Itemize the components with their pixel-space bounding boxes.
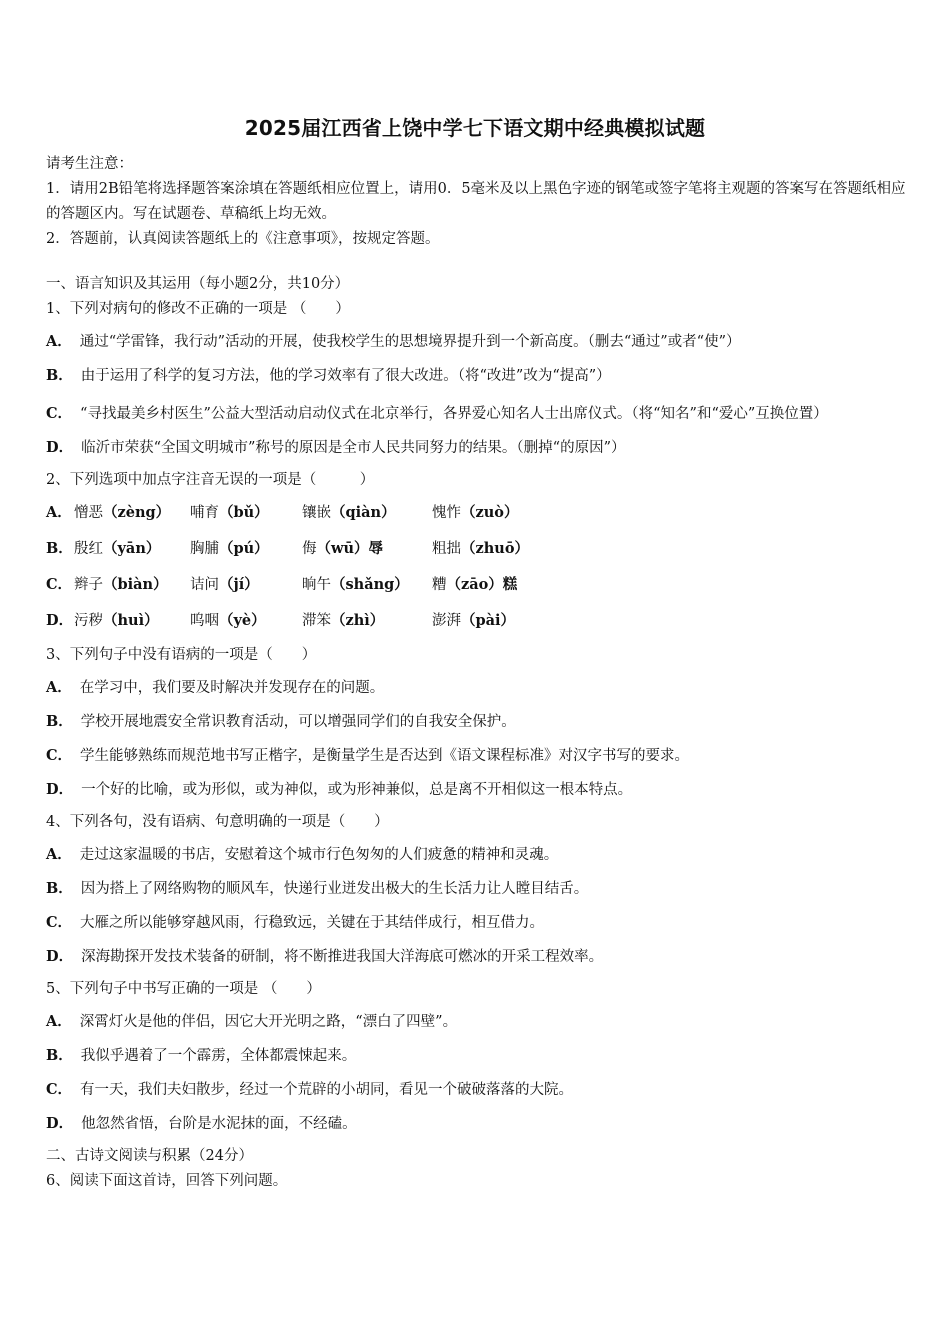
option-letter: C． bbox=[46, 405, 73, 422]
section-heading: 二、古诗文阅读与积累（24分） bbox=[46, 1148, 253, 1164]
pinyin-item: 晌午（shǎng） bbox=[302, 576, 409, 593]
pinyin-item: 辫子（biàn） bbox=[74, 576, 168, 593]
option-letter: A． bbox=[46, 846, 72, 863]
option-letter: A． bbox=[46, 504, 72, 521]
option-letter: C． bbox=[46, 576, 73, 593]
option-text: 他忽然省悟，台阶是水泥抹的面，不经磕。 bbox=[81, 1116, 357, 1132]
option-letter: A． bbox=[46, 333, 72, 350]
pinyin-item: 滞笨（zhì） bbox=[302, 612, 385, 629]
option-d bbox=[46, 1110, 906, 1138]
option-text: 学校开展地震安全常识教育活动，可以增强同学们的自我安全保护。 bbox=[80, 714, 516, 730]
question-1 bbox=[46, 297, 906, 462]
option-letter: D． bbox=[46, 612, 74, 629]
question-stem: 6、阅读下面这首诗，回答下列问题。 bbox=[46, 1173, 288, 1189]
pinyin-item: 镶嵌（qiàn） bbox=[302, 504, 396, 521]
option-letter: D． bbox=[46, 948, 74, 965]
question-stem: 4、下列各句，没有语病、句意明确的一项是（ ） bbox=[46, 814, 389, 830]
question-3 bbox=[46, 643, 906, 804]
option-letter: C． bbox=[46, 914, 73, 931]
question-stem: 1、下列对病句的修改不正确的一项是 （ ） bbox=[46, 301, 350, 317]
question-4 bbox=[46, 810, 906, 971]
option-b bbox=[46, 1042, 906, 1070]
option-d bbox=[46, 607, 906, 635]
option-d bbox=[46, 434, 906, 462]
option-b bbox=[46, 875, 906, 903]
option-d bbox=[46, 776, 906, 804]
pinyin-item: 哺育（bǔ） bbox=[190, 504, 269, 521]
option-text: 由于运用了科学的复习方法，他的学习效率有了很大改进。（将“改进”改为“提高”） bbox=[80, 368, 611, 384]
pinyin-item: 憎恶（zèng） bbox=[74, 504, 171, 521]
pinyin-item: 糟（zāo）糕 bbox=[432, 576, 518, 593]
option-text: 深海勘探开发技术装备的研制，将不断推进我国大洋海底可燃冰的开采工程效率。 bbox=[81, 949, 604, 965]
option-letter: D． bbox=[46, 781, 74, 798]
option-letter: A． bbox=[46, 679, 72, 696]
question-2 bbox=[46, 468, 906, 635]
option-b bbox=[46, 535, 906, 563]
option-letter: B． bbox=[46, 540, 73, 557]
section-2 bbox=[46, 1144, 906, 1194]
pinyin-item: 澎湃（pài） bbox=[432, 612, 516, 629]
option-text: 深霄灯火是他的伴侣，因它大开光明之路，“漂白了四壁”。 bbox=[79, 1014, 458, 1030]
option-letter: B． bbox=[46, 1047, 73, 1064]
option-c bbox=[46, 1076, 906, 1104]
pinyin-item: 呜咽（yè） bbox=[190, 612, 266, 629]
option-a bbox=[46, 841, 906, 869]
pinyin-item: 粗拙（zhuō） bbox=[432, 540, 529, 557]
pinyin-item: 愧怍（zuò） bbox=[432, 504, 519, 521]
option-letter: A． bbox=[46, 1013, 72, 1030]
notice-item: 1．请用2B铅笔将选择题答案涂填在答题纸相应位置上，请用0．5毫米及以上黑色字迹的钢笔或签字笔将主观题的答案写在答题纸相应的答题区内。写在试题卷、草稿纸上均无效。 bbox=[46, 181, 906, 222]
option-letter: C． bbox=[46, 747, 73, 764]
option-c bbox=[46, 571, 906, 599]
option-letter: B． bbox=[46, 713, 73, 730]
question-stem: 3、下列句子中没有语病的一项是（ ） bbox=[46, 647, 317, 663]
option-a bbox=[46, 499, 906, 527]
option-c bbox=[46, 742, 906, 770]
option-text: 有一天，我们夫妇散步，经过一个荒辟的小胡同，看见一个破破落落的大院。 bbox=[80, 1082, 574, 1098]
option-text: 大雁之所以能够穿越风雨，行稳致远，关键在于其结伴成行，相互借力。 bbox=[80, 915, 545, 931]
option-a bbox=[46, 1008, 906, 1036]
option-letter: D． bbox=[46, 1115, 74, 1132]
option-text: 我似乎遇着了一个霹雳，全体都震悚起来。 bbox=[80, 1048, 357, 1064]
option-letter: B． bbox=[46, 367, 73, 384]
pinyin-item: 殷红（yān） bbox=[74, 540, 161, 557]
page-title: 2025届江西省上饶中学七下语文期中经典模拟试题 bbox=[244, 116, 706, 140]
option-c bbox=[46, 396, 906, 432]
pinyin-item: 污秽（huì） bbox=[74, 612, 159, 629]
option-text: 在学习中，我们要及时解决并发现存在的问题。 bbox=[79, 680, 385, 696]
notice-item: 2．答题前，认真阅读答题纸上的《注意事项》，按规定答题。 bbox=[46, 231, 440, 247]
option-letter: D． bbox=[46, 439, 74, 456]
option-text: 走过这家温暖的书店，安慰着这个城市行色匆匆的人们疲惫的精神和灵魂。 bbox=[79, 847, 559, 863]
option-a bbox=[46, 674, 906, 702]
question-stem: 2、下列选项中加点字注音无误的一项是（ ） bbox=[46, 472, 375, 488]
notice-block bbox=[46, 152, 906, 252]
option-letter: B． bbox=[46, 880, 73, 897]
option-text: 学生能够熟练而规范地书写正楷字，是衡量学生是否达到《语文课程标准》对汉字书写的要求。 bbox=[80, 748, 690, 764]
option-text: 临沂市荣获“全国文明城市”称号的原因是全市人民共同努力的结果。（删掉“的原因”） bbox=[81, 440, 626, 456]
pinyin-item: 侮（wū）辱 bbox=[302, 540, 384, 557]
option-text: 通过“学雷锋，我行动”活动的开展，使我校学生的思想境界提升到一个新高度。（删去“通过”或者“使”） bbox=[79, 334, 741, 350]
notice-heading: 请考生注意： bbox=[46, 156, 133, 172]
pinyin-item: 胸脯（pú） bbox=[190, 540, 269, 557]
pinyin-item: 诘问（jí） bbox=[190, 576, 259, 593]
section-heading: 一、语言知识及其运用（每小题2分，共10分） bbox=[46, 276, 350, 292]
option-letter: C． bbox=[46, 1081, 73, 1098]
option-d bbox=[46, 943, 906, 971]
option-a bbox=[46, 328, 906, 356]
question-5 bbox=[46, 977, 906, 1138]
question-stem: 5、下列句子中书写正确的一项是 （ ） bbox=[46, 981, 321, 997]
option-b bbox=[46, 362, 906, 390]
option-text: 一个好的比喻，或为形似，或为神似，或为形神兼似，总是离不开相似这一根本特点。 bbox=[81, 782, 633, 798]
option-c bbox=[46, 909, 906, 937]
exam-content bbox=[46, 272, 906, 1194]
option-b bbox=[46, 708, 906, 736]
option-text: 因为搭上了网络购物的顺风车，快递行业迸发出极大的生长活力让人瞠目结舌。 bbox=[80, 881, 589, 897]
option-text: “寻找最美乡村医生”公益大型活动启动仪式在北京举行，各界爱心知名人士出席仪式。（将“知名”和“爱心”互换位置） bbox=[80, 406, 828, 422]
